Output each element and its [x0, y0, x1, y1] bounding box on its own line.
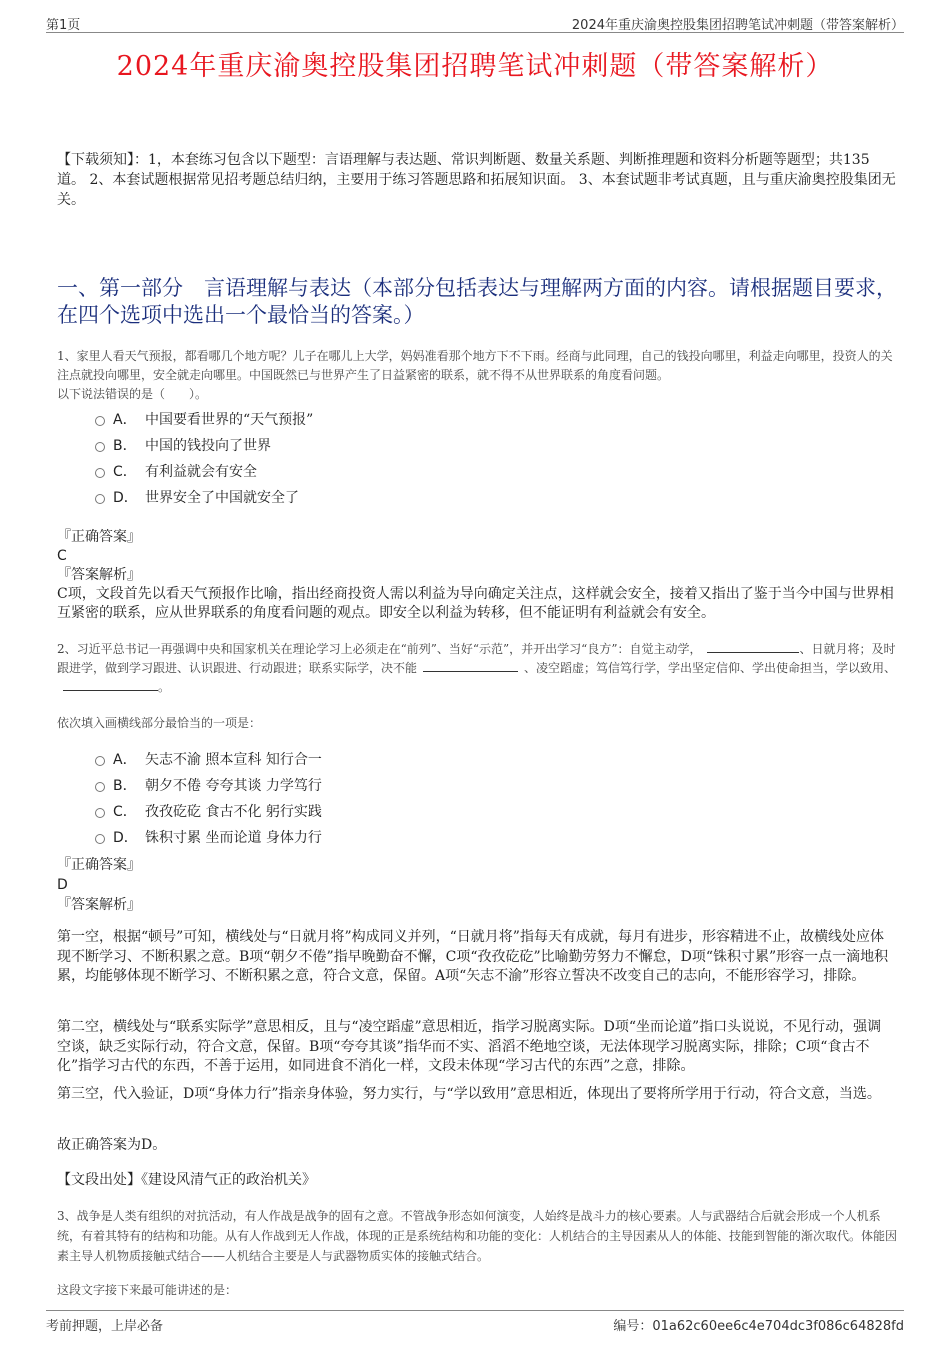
q1-stem: 1、家里人看天气预报，都看哪几个地方呢？儿子在哪儿上大学，妈妈准看那个地方下不下雨。经商与此同理，自己的钱投向哪里，利益走向哪里，投资人的关注点就投向哪里，安全就走向哪里。中国既然已与世界产生了日益紧密的联系，就不得不从世界联系的角度看问题。 以下说法错误的是（ ）。 — [57, 349, 893, 401]
q2-prompt: 依次填入画横线部分最恰当的一项是： — [57, 716, 262, 730]
q2-stem: 2、习近平总书记一再强调中央和国家机关在理论学习上必须走在“前列”、当好“示范”，并开出学习“良方”：自觉主动学， 、日就月将；及时跟进学，做到学习跟进、认识跟进、行动跟进；联系实际学，决不能 、凌空蹈虚；笃信笃行学，学出坚定信仰、学出使命担当，学以致用、。 — [57, 642, 897, 694]
download-notice: 【下载须知】：1，本套练习包含以下题型：言语理解与表达题、常识判断题、数量关系题、判断推理题和资料分析题等题型；共135道。 2、本套试题根据常见招考题总结归纳，主要用于练习答题思路和拓展知识面。 3、本套试题非考试真题，且与重庆渝奥控股集团无关。 — [57, 152, 896, 208]
answer-label: 『正确答案』 — [57, 529, 141, 545]
radio-icon[interactable] — [95, 468, 105, 478]
page-header — [46, 12, 904, 33]
radio-icon[interactable] — [95, 782, 105, 792]
answer-label: 『正确答案』 — [57, 857, 141, 873]
section-heading: 一、第一部分 言语理解与表达（本部分包括表达与理解两方面的内容。请根据题目要求，在四个选项中选出一个最恰当的答案。） — [57, 276, 897, 327]
analysis-text: C项，文段首先以看天气预报作比喻，指出经商投资人需以利益为导向确定关注点，这样就会安全，接着又指出了鉴于当今中国与世界相互紧密的联系，应从世界联系的角度看问题的观点。即安全以利益为转移，但不能证明有利益就会有安全。 — [57, 586, 894, 621]
page-number: 第1页 — [46, 18, 81, 33]
q1-answer-block — [57, 528, 897, 623]
q3-prompt: 这段文字接下来最可能讲述的是： — [57, 1283, 238, 1297]
q1-option-c[interactable]: C． 有利益就会有安全 — [95, 458, 313, 484]
q2-analysis-p4: 故正确答案为D。 — [57, 1137, 167, 1153]
q1-option-d[interactable]: D． 世界安全了中国就安全了 — [95, 484, 313, 510]
radio-icon[interactable] — [95, 494, 105, 504]
analysis-label: 『答案解析』 — [57, 567, 141, 583]
q2-answer-block — [57, 855, 897, 915]
radio-icon[interactable] — [95, 756, 105, 766]
q2-analysis-p2: 第二空，横线处与“联系实际学”意思相反，且与“凌空蹈虚”意思相近，指学习脱离实际。D项“坐而论道”指口头说说，不见行动，强调空谈，缺乏实际行动，符合文意，保留。B项“夸夸其谈”指华而不实、滔滔不绝地空谈，无法体现学习脱离实际，排除；C项“食古不化”指学习古代的东西，不善于运用，如同进食不消化一样，文段未体现“学习古代的东西”之意，排除。 — [57, 1019, 882, 1074]
answer-value: C — [57, 548, 67, 564]
radio-icon[interactable] — [95, 834, 105, 844]
radio-icon[interactable] — [95, 808, 105, 818]
q2-option-c[interactable]: C． 孜孜矻矻 食古不化 躬行实践 — [95, 798, 322, 824]
q2-option-d[interactable]: D． 铢积寸累 坐而论道 身体力行 — [95, 824, 322, 850]
q2-option-a[interactable]: A． 矢志不渝 照本宣科 知行合一 — [95, 746, 322, 772]
answer-value: D — [57, 877, 68, 893]
document-code: 编号：01a62c60ee6c4e704dc3f086c64828fd — [613, 1319, 904, 1334]
q1-options — [95, 406, 313, 510]
header-doc-title: 2024年重庆渝奥控股集团招聘笔试冲刺题（带答案解析） — [571, 18, 904, 33]
footer-slogan: 考前押题，上岸必备 — [46, 1319, 164, 1334]
q2-option-b[interactable]: B． 朝夕不倦 夸夸其谈 力学笃行 — [95, 772, 322, 798]
q2-analysis-p1: 第一空，根据“顿号”可知，横线处与“日就月将”构成同义并列，“日就月将”指每天有成就，每月有进步，形容精进不止，故横线处应体现不断学习、不断积累之意。B项“朝夕不倦”指早晚勤奋不懈，C项“孜孜矻矻”比喻勤劳努力不懈怠，D项“铢积寸累”形容一点一滴地积累，均能够体现不断学习、不断积累之意，符合文意，保留。A项“矢志不渝”形容立誓决不改变自己的志向，不能形容学习，排除。 — [57, 929, 889, 984]
q3-stem: 3、战争是人类有组织的对抗活动，有人作战是战争的固有之意。不管战争形态如何演变，人始终是战斗力的核心要素。人与武器结合后就会形成一个人机系统，有着其特有的结构和功能。从有人作战到无人作战，体现的正是系统结构和功能的变化：人机结合的主导因素从人的体能、技能到智能的渐次取代。体能因素主导人机物质接触式结合——人机结合主要是人与武器物质实体的接触式结合。 — [57, 1209, 898, 1263]
analysis-label: 『答案解析』 — [57, 897, 141, 913]
q2-source: 【文段出处】《建设风清气正的政治机关》 — [57, 1172, 316, 1188]
page-footer — [46, 1310, 904, 1337]
q2-options — [95, 746, 322, 850]
q1-option-b[interactable]: B． 中国的钱投向了世界 — [95, 432, 313, 458]
q1-option-a[interactable]: A． 中国要看世界的“天气预报” — [95, 406, 313, 432]
q2-analysis-p3: 第三空，代入验证，D项“身体力行”指亲身体验，努力实行，与“学以致用”意思相近，体现出了要将所学用于行动，符合文意，当选。 — [57, 1086, 881, 1102]
radio-icon[interactable] — [95, 442, 105, 452]
page-title: 2024年重庆渝奥控股集团招聘笔试冲刺题（带答案解析） — [116, 51, 834, 82]
radio-icon[interactable] — [95, 416, 105, 426]
